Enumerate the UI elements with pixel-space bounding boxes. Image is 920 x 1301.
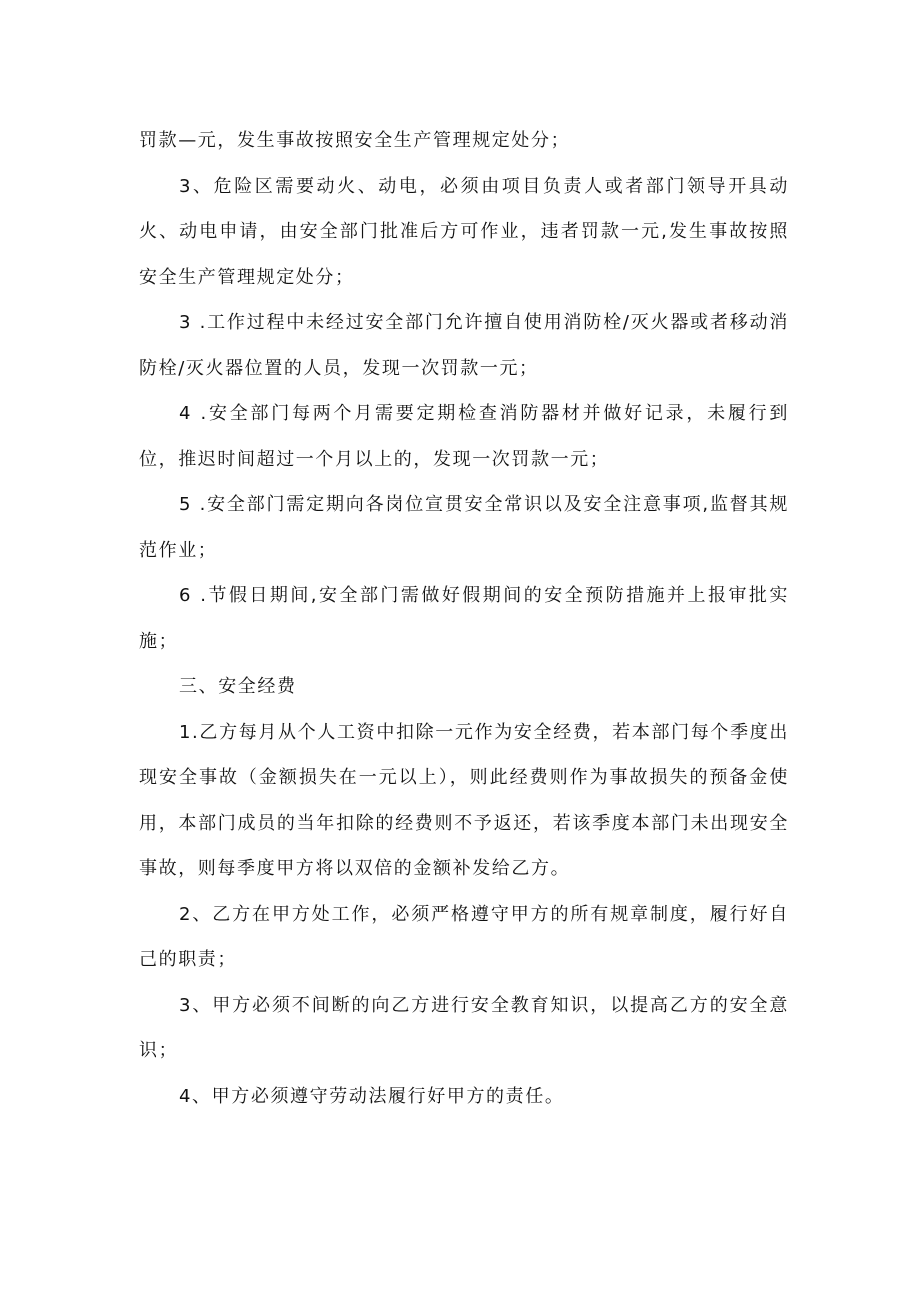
paragraph-party-a-education: 3、甲方必须不间断的向乙方进行安全教育知识，以提高乙方的安全意识；: [139, 994, 789, 1061]
paragraph-fire-equipment-check: 4 .安全部门每两个月需要定期检查消防器材并做好记录，未履行到位，推迟时间超过一个月以上的，发现一次罚款一元；: [139, 403, 789, 470]
paragraph-safety-funds-deduction: 1.乙方每月从个人工资中扣除一元作为安全经费，若本部门每个季度出现安全事故（金额损失在一元以上），则此经费则作为事故损失的预备金使用，本部门成员的当年扣除的经费则不予返还，若该季度本部门未出现安全事故，则每季度甲方将以双倍的金额补发给乙方。: [139, 721, 789, 879]
paragraph-holiday-measures: 6 .节假日期间,安全部门需做好假期间的安全预防措施并上报审批实施；: [139, 585, 789, 652]
paragraph-safety-briefing: 5 .安全部门需定期向各岗位宣贯安全常识以及安全注意事项,监督其规范作业；: [139, 494, 789, 561]
paragraph-fire-hydrant-use: 3 .工作过程中未经过安全部门允许擅自使用消防栓/灭火器或者移动消防栓/灭火器位置的人员，发现一次罚款一元；: [139, 312, 789, 379]
document-body: [139, 118, 789, 1119]
paragraph-party-a-labor-law: 4、甲方必须遵守劳动法履行好甲方的责任。: [179, 1085, 565, 1107]
paragraph-penalty-continuation: 罚款—元，发生事故按照安全生产管理规定处分；: [139, 130, 571, 151]
paragraph-hot-work-permit: 3、危险区需要动火、动电，必须由项目负责人或者部门领导开具动火、动电申请，由安全部门批准后方可作业，违者罚款一元,发生事故按照安全生产管理规定处分；: [139, 175, 789, 288]
paragraph-party-b-obligations: 2、乙方在甲方处工作，必须严格遵守甲方的所有规章制度，履行好自己的职责；: [139, 903, 789, 970]
section-heading-safety-funds: 三、安全经费: [179, 676, 297, 697]
